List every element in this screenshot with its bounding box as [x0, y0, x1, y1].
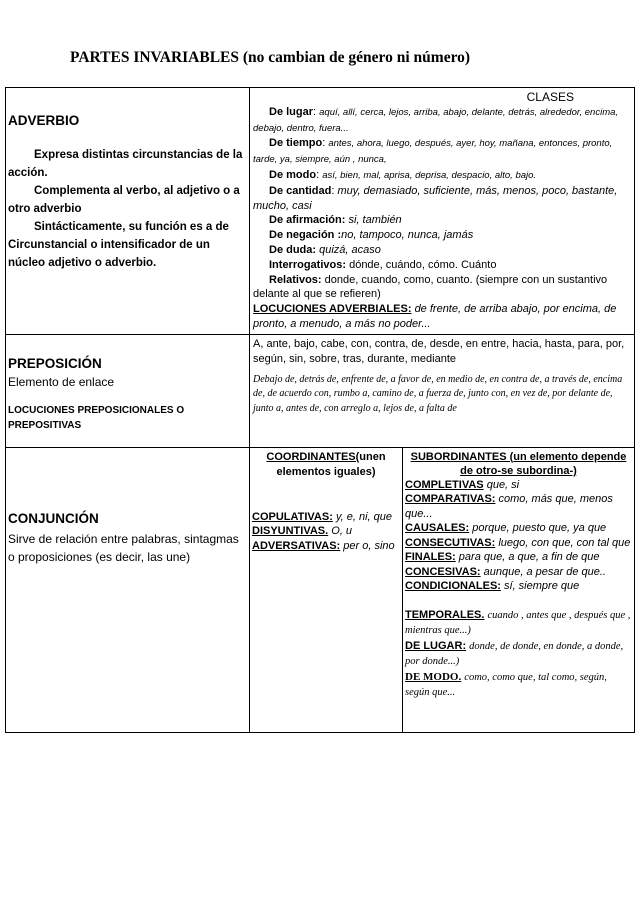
conjuncion-row — [6, 447, 635, 732]
concesivas-label: CONCESIVAS: — [405, 565, 481, 578]
interrogativos-label: Interrogativos: — [269, 258, 347, 271]
causales-items: porque, puesto que, ya que — [472, 522, 607, 535]
preposicion-list: A, ante, bajo, cabe, con, contra, de, desde, en entre, hacia, hasta, para, por, según, sin, sobre, tras, durante, mediante — [253, 337, 625, 365]
subordinantes-title-main: SUBORDINANTES ( — [410, 450, 514, 463]
lugar-label: De lugar — [269, 105, 314, 118]
consecutivas — [405, 536, 632, 551]
de-modo-label: DE MODO. — [405, 670, 462, 683]
coordinantes-cell — [250, 448, 403, 732]
adverbio-row — [6, 88, 635, 335]
relativos-label: Relativos: — [269, 273, 322, 286]
adverbio-left-cell — [6, 88, 250, 335]
adverbio-negacion — [253, 228, 632, 243]
conjuncion-right-cell — [250, 447, 635, 732]
de-modo — [405, 670, 632, 701]
modo-label: De modo — [269, 168, 317, 181]
subordinantes-title — [405, 450, 632, 478]
finales-label: FINALES: — [405, 551, 456, 564]
causales — [405, 521, 632, 536]
afirmacion-items: si, también — [348, 214, 402, 227]
adversativas-label: ADVERSATIVAS: — [252, 539, 341, 552]
subordinantes-title-rest: un elemento depende de otro-se subordina-) — [460, 450, 627, 477]
condicionales-label: CONDICIONALES: — [405, 580, 501, 593]
consecutivas-label: CONSECUTIVAS: — [405, 536, 496, 549]
conjuncion-desc: Sirve de relación entre palabras, sintagmas o proposiciones (es decir, las une) — [8, 531, 239, 564]
grammar-table — [5, 87, 635, 733]
temporales — [405, 608, 632, 639]
adverbio-right-cell — [250, 88, 635, 335]
disyuntivas — [252, 524, 400, 539]
completivas — [405, 478, 632, 493]
de-lugar — [405, 639, 632, 670]
comparativas — [405, 492, 632, 521]
adversativas-items: per o, sino — [343, 539, 395, 552]
title-main: PARTES INVARIABLES — [70, 49, 240, 66]
concesivas — [405, 565, 632, 580]
temporales-items: cuando , antes que , después que , mientras que...) — [405, 609, 631, 637]
de-lugar-items: donde, de donde, en donde, a donde, por donde...) — [405, 640, 624, 668]
adverbio-relativos — [253, 273, 632, 303]
copulativas-items: y, e, ni, que — [335, 510, 392, 523]
preposicion-locuciones-list: Debajo de, detrás de, enfrente de, a favor de, en medio de, en contra de, a través de, encima de, de acuerdo con, rumbo a, camino de, a fuerza de, junto con, en vez de, por delante de, junto a, antes de, con arreglo a, lejos de, a falta de — [253, 373, 623, 414]
locuciones-adverbiales-items: de frente, de arriba abajo, por encima, de pronto, a menudo, a más no poder... — [253, 303, 617, 330]
condicionales — [405, 579, 632, 594]
completivas-items: que, si — [486, 478, 520, 491]
relativos-items: donde, cuando, como, cuanto. (siempre con un sustantivo delante al que se refieren) — [253, 273, 608, 301]
preposicion-row — [6, 334, 635, 447]
adverbio-lugar: De lugar: aquí, allí, cerca, lejos, arriba, abajo, delante, detrás, alrededor, encima, debajo, dentro, fuera... — [253, 105, 619, 134]
locuciones-adverbiales-label: LOCUCIONES ADVERBIALES: — [253, 303, 412, 316]
subordinantes-cell — [403, 448, 635, 732]
conjuncion-heading: CONJUNCIÓN — [8, 510, 99, 526]
causales-label: CAUSALES: — [405, 522, 470, 535]
duda-items: quizá, acaso — [319, 243, 381, 256]
copulativas-label: COPULATIVAS: — [252, 510, 333, 523]
finales — [405, 550, 632, 565]
adversativas — [252, 539, 400, 554]
copulativas — [252, 510, 400, 525]
comparativas-items: como, más que, menos que... — [405, 493, 613, 520]
completivas-label: COMPLETIVAS — [405, 478, 484, 491]
temporales-label: TEMPORALES. — [405, 608, 485, 621]
adverbio-desc-2: Complementa al verbo, al adjetivo o a otro adverbio — [8, 185, 240, 215]
finales-items: para que, a que, a fin de que — [458, 551, 600, 564]
page-title — [70, 49, 470, 67]
adverbio-desc-1: Expresa distintas circunstancias de la acción. — [8, 149, 243, 179]
cantidad-items: muy, demasiado, suficiente, más, menos, poco, bastante, mucho, casi — [253, 184, 618, 212]
adverbio-heading: ADVERBIO — [8, 113, 80, 128]
clases-label: CLASES — [526, 90, 574, 104]
coordinantes-title-rest: unen elementos iguales) — [276, 450, 386, 478]
negacion-label: De negación : — [269, 229, 342, 242]
disyuntivas-items: O, u — [331, 525, 353, 538]
comparativas-label: COMPARATIVAS: — [405, 493, 496, 506]
afirmacion-label: De afirmación: — [269, 214, 346, 227]
adverbio-duda — [253, 243, 632, 258]
negacion-items: no, tampoco, nunca, jamás — [341, 229, 474, 242]
adverbio-modo: De modo: así, bien, mal, aprisa, deprisa, despacio, alto, bajo. — [253, 168, 632, 184]
adverbio-locuciones — [253, 302, 632, 332]
adverbio-desc-3: Sintácticamente, su función es a de Circunstancial o intensificador de un núcleo adjetivo o adverbio. — [8, 221, 229, 269]
modo-items: así, bien, mal, aprisa, deprisa, despacio, alto, bajo. — [322, 169, 537, 181]
title-note: (no cambian de género ni número) — [242, 49, 471, 66]
de-lugar-label: DE LUGAR: — [405, 639, 467, 652]
disyuntivas-label: DISYUNTIVAS. — [252, 525, 329, 538]
adverbio-cantidad: De cantidad: muy, demasiado, suficiente, más, menos, poco, bastante, mucho, casi — [253, 184, 618, 212]
cantidad-label: De cantidad — [269, 184, 332, 197]
adverbio-interrogativos — [253, 258, 632, 273]
lugar-items: aquí, allí, cerca, lejos, arriba, abajo, delante, detrás, alrededor, encima, debajo, dentro, fuera... — [253, 106, 619, 134]
tiempo-label: De tiempo — [269, 137, 323, 150]
preposicion-locuciones-label: LOCUCIONES PREPOSICIONALES O PREPOSITIVAS — [8, 404, 185, 431]
conjuncion-left-cell — [6, 447, 250, 732]
concesivas-items: aunque, a pesar de que.. — [483, 565, 606, 578]
de-modo-items: como, como que, tal como, según, según que... — [405, 671, 607, 699]
tiempo-items: antes, ahora, luego, después, ayer, hoy, mañana, entonces, pronto, tarde, ya, siempre, aún , nunca, — [253, 138, 613, 166]
coordinantes-title-main: COORDINANTES( — [266, 450, 360, 463]
conjuncion-inner-table — [250, 448, 634, 732]
preposicion-heading: PREPOSICIÓN — [8, 355, 102, 371]
coordinantes-title — [252, 450, 400, 480]
condicionales-items: sí, siempre que — [504, 580, 580, 593]
preposicion-subheading: Elemento de enlace — [8, 374, 115, 389]
duda-label: De duda: — [269, 243, 317, 256]
preposicion-left-cell — [6, 334, 250, 447]
adverbio-afirmacion — [253, 213, 632, 228]
consecutivas-items: luego, con que, con tal que — [498, 536, 631, 549]
adverbio-tiempo: De tiempo: antes, ahora, luego, después, ayer, hoy, mañana, entonces, pronto, tarde, ya, siempre, aún , nunca, — [253, 137, 613, 166]
interrogativos-items: dónde, cuándo, cómo. Cuánto — [349, 258, 497, 271]
preposicion-right-cell — [250, 334, 635, 447]
